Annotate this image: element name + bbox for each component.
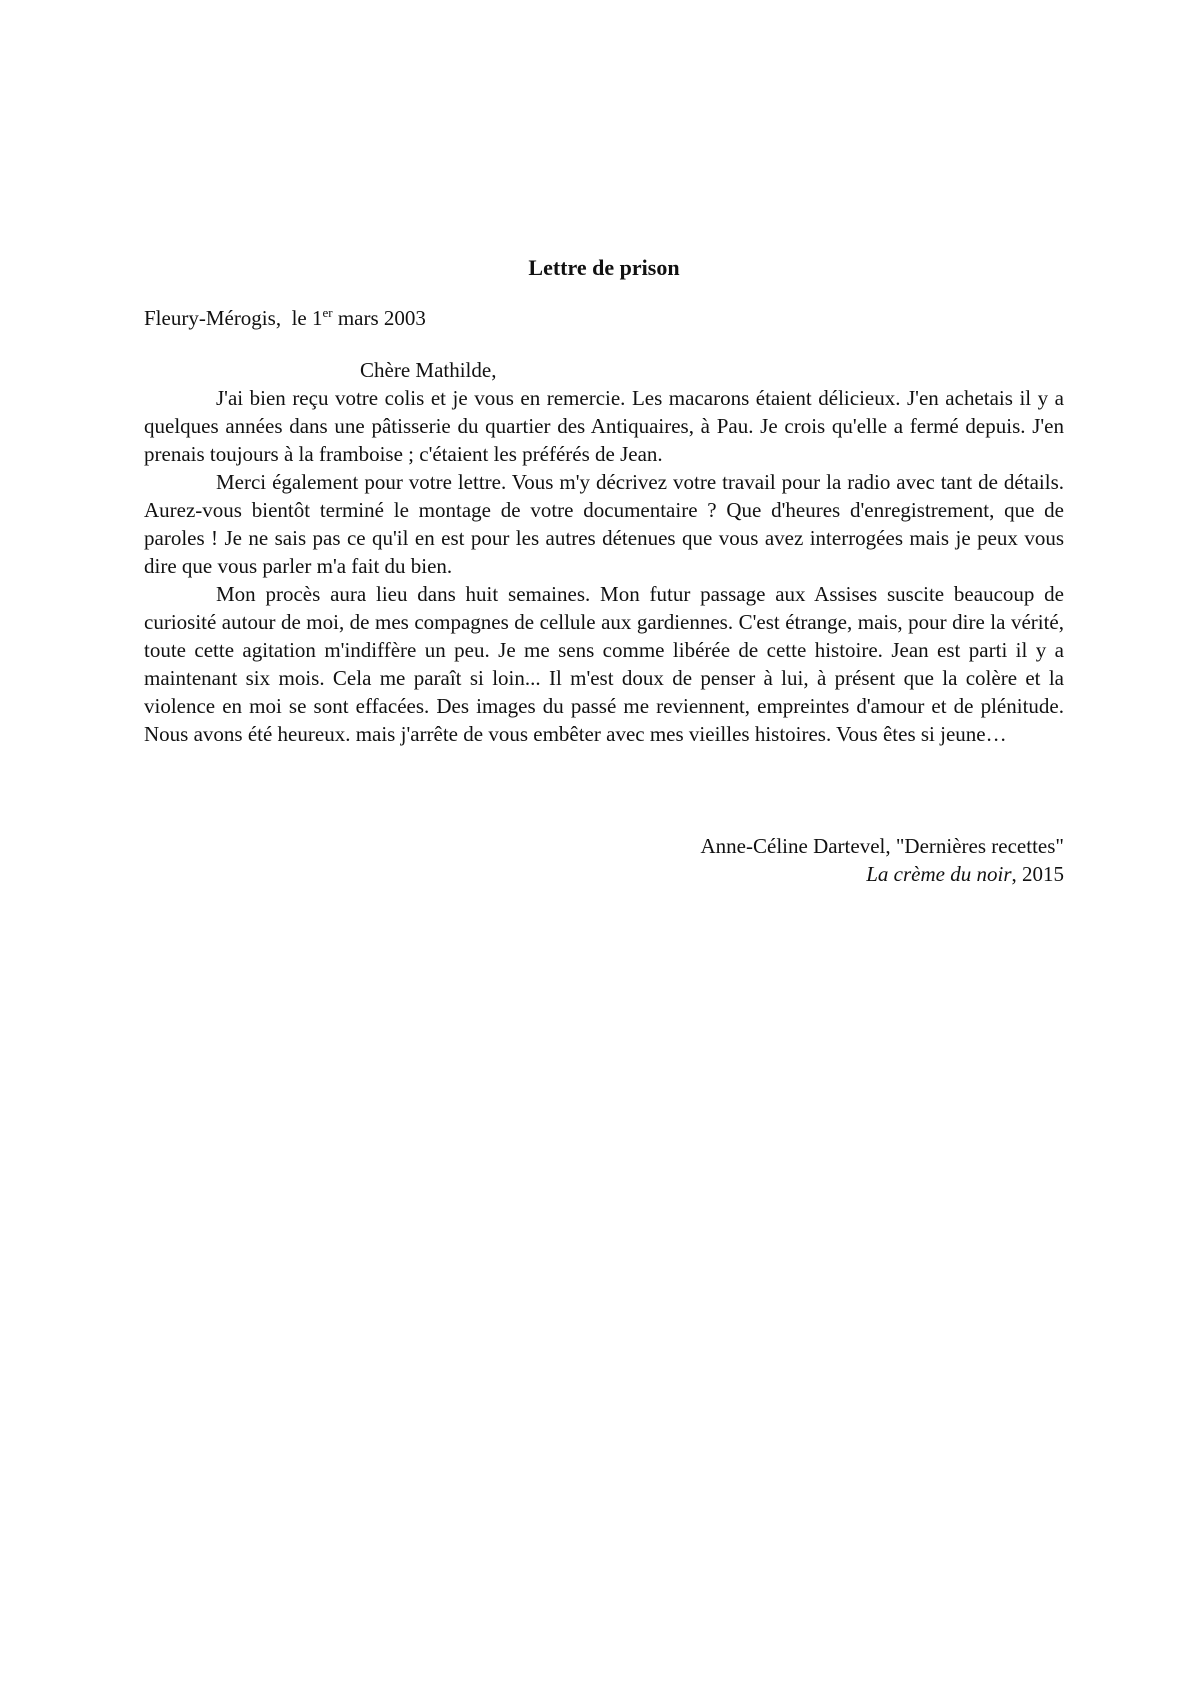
signature-year: , 2015 [1011,862,1064,886]
paragraph-2: Merci également pour votre lettre. Vous m'y décrivez votre travail pour la radio avec tant de détails. Aurez-vous bientôt terminé le montage de votre documentaire ? Que d'heures d'enregistrement, que de paroles ! Je ne sais pas ce qu'il en est pour les autres détenues que vous avez interrogées mais je peux vous dire que vous parler m'a fait du bien. [144,470,1064,578]
paragraph-1: J'ai bien reçu votre colis et je vous en remercie. Les macarons étaient délicieux. J'en achetais il y a quelques années dans une pâtisserie du quartier des Antiquaires, à Pau. Je crois qu'elle a fermé depuis. J'en prenais toujours à la framboise ; c'étaient les préférés de Jean. [144,386,1064,466]
dateline [144,304,1064,332]
signature-block [144,832,1064,888]
dateline-le: le [291,306,307,330]
document-title: Lettre de prison [528,255,680,280]
signature-author: Anne-Céline Dartevel, "Dernières recettes" [700,834,1064,858]
signature-source [144,860,1064,888]
signature-book-title: La crème du noir [866,862,1012,886]
letter-content [144,252,1064,888]
dateline-day-suffix: er [322,305,333,320]
paragraph-3: Mon procès aura lieu dans huit semaines. Mon futur passage aux Assises suscite beaucoup de curiosité autour de moi, de mes compagnes de cellule aux gardiennes. C'est étrange, mais, pour dire la vérité, toute cette agitation m'indiffère un peu. Je me sens comme libérée de cette histoire. Jean est parti il y a maintenant six mois. Cela me paraît si loin... Il m'est doux de penser à lui, à présent que la colère et la violence en moi se sont effacées. Des images du passé me reviennent, empreintes d'amour et de plénitude. Nous avons été heureux. mais j'arrête de vous embêter avec mes vieilles histoires. Vous êtes si jeune… [144,582,1064,746]
dateline-place: Fleury-Mérogis, [144,306,282,330]
salutation: Chère Mathilde, [360,358,497,382]
dateline-month-year: mars 2003 [337,306,426,330]
dateline-day: 1 [311,306,323,330]
